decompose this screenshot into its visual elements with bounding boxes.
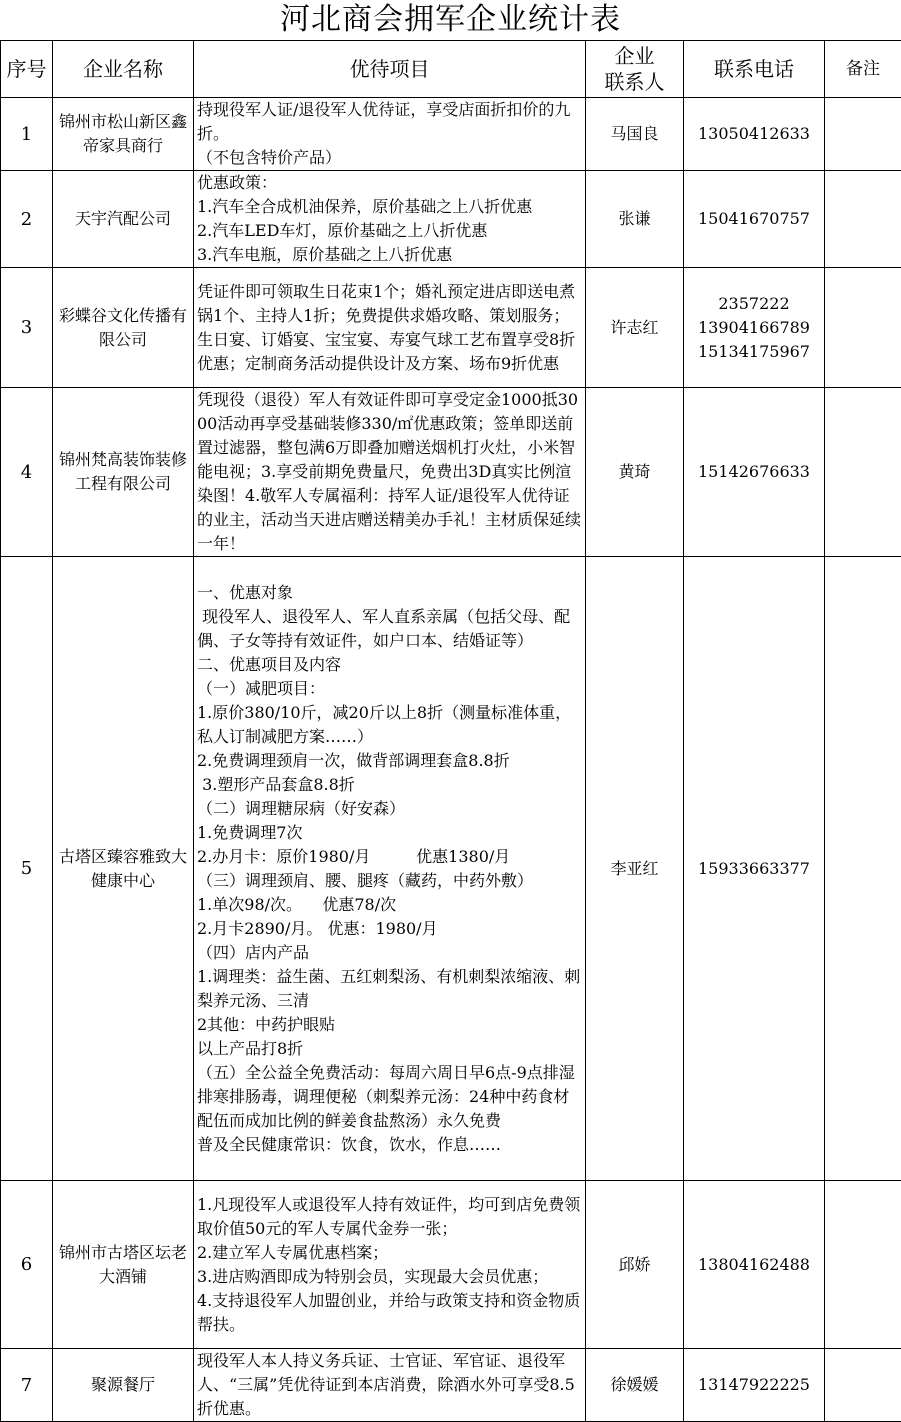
header-no: 序号 — [1, 41, 53, 98]
row-remark — [825, 98, 901, 171]
row-remark — [825, 268, 901, 388]
row-phone — [684, 1181, 825, 1349]
phone-number: 15142676633 — [684, 460, 824, 484]
table-row — [1, 557, 901, 1181]
row-no: 6 — [1, 1181, 53, 1349]
header-row — [1, 41, 901, 98]
phone-number: 15041670757 — [684, 207, 824, 231]
row-phone — [684, 557, 825, 1181]
phone-number: 13804162488 — [684, 1253, 824, 1277]
row-remark — [825, 171, 901, 268]
row-company: 古塔区臻容雅致大健康中心 — [53, 557, 194, 1181]
header-company: 企业名称 — [53, 41, 194, 98]
row-contact: 张谦 — [586, 171, 684, 268]
table-row — [1, 268, 901, 388]
row-company: 天宇汽配公司 — [53, 171, 194, 268]
row-perks: 凭证件即可领取生日花束1个；婚礼预定进店即送电煮锅1个、主持人1折；免费提供求婚攻略、策划服务；生日宴、订婚宴、宝宝宴、寿宴气球工艺布置享受8折优惠；定制商务活动提供设计及方案、场布9折优惠 — [194, 268, 586, 388]
row-no: 2 — [1, 171, 53, 268]
phone-number: 13147922225 — [684, 1373, 824, 1397]
row-phone — [684, 388, 825, 557]
row-perks: 持现役军人证/退役军人优待证，享受店面折扣价的九折。 （不包含特价产品） — [194, 98, 586, 171]
row-perks: 现役军人本人持义务兵证、士官证、军官证、退役军人、“三属”凭优待证到本店消费，除酒水外可享受8.5折优惠。 — [194, 1349, 586, 1422]
table-row — [1, 98, 901, 171]
row-contact: 邱娇 — [586, 1181, 684, 1349]
row-phone — [684, 171, 825, 268]
row-perks: 凭现役（退役）军人有效证件即可享受定金1000抵3000活动再享受基础装修330/㎡优惠政策；签单即送前置过滤器，整包满6万即叠加赠送烟机打火灶，小米智能电视；3.享受前期免费量尺，免费出3D真实比例渲染图！4.敬军人专属福利：持军人证/退役军人优待证的业主，活动当天进店赠送精美办手礼！主材质保延续一年！ — [194, 388, 586, 557]
phone-number: 15933663377 — [684, 857, 824, 881]
row-phone — [684, 268, 825, 388]
table-row — [1, 1181, 901, 1349]
row-perks: 一、优惠对象 现役军人、退役军人、军人直系亲属（包括父母、配偶、子女等持有效证件，如户口本、结婚证等） 二、优惠项目及内容 （一）减肥项目： 1.原价380/10斤，减20斤以上8折（测量标准体重，私人订制减肥方案……） 2.免费调理颈肩一次，做背部调理套盒8.8折 3.塑形产品套盒8.8折 （二）调理糖尿病（好安森） 1.免费调理7次 2.办月卡：原价1980/月 优惠1380/月 （三）调理颈肩、腰、腿疼（藏药，中药外敷） 1.单次98/次。 优惠78/次 2.月卡2890/月。 优惠：1980/月 （四）店内产品 1.调理类：益生菌、五红刺梨汤、有机刺梨浓缩液、刺梨养元汤、三清 2其他：中药护眼贴 以上产品打8折 （五）全公益全免费活动：每周六周日早6点-9点排湿排寒排肠毒，调理便秘（刺梨养元汤：24种中药食材配伍而成加比例的鲜姜食盐熬汤）永久免费 普及全民健康常识：饮食，饮水，作息…… — [194, 557, 586, 1181]
row-remark — [825, 388, 901, 557]
table-row — [1, 388, 901, 557]
table-row — [1, 171, 901, 268]
phone-number: 15134175967 — [684, 340, 824, 364]
row-company: 彩蝶谷文化传播有限公司 — [53, 268, 194, 388]
row-company: 锦州梵高装饰装修工程有限公司 — [53, 388, 194, 557]
row-no: 5 — [1, 557, 53, 1181]
phone-number: 13904166789 — [684, 316, 824, 340]
header-perks: 优待项目 — [194, 41, 586, 98]
phone-number: 2357222 — [684, 292, 824, 316]
row-no: 3 — [1, 268, 53, 388]
row-company: 锦州市古塔区坛老大酒铺 — [53, 1181, 194, 1349]
row-no: 1 — [1, 98, 53, 171]
row-no: 7 — [1, 1349, 53, 1422]
header-remark: 备注 — [825, 41, 901, 98]
header-contact: 企业 联系人 — [586, 41, 684, 98]
table-row — [1, 1349, 901, 1422]
row-remark — [825, 1349, 901, 1422]
row-remark — [825, 1181, 901, 1349]
row-remark — [825, 557, 901, 1181]
row-company: 聚源餐厅 — [53, 1349, 194, 1422]
row-contact: 徐媛媛 — [586, 1349, 684, 1422]
row-perks: 优惠政策： 1.汽车全合成机油保养，原价基础之上八折优惠 2.汽车LED车灯，原价基础之上八折优惠 3.汽车电瓶，原价基础之上八折优惠 — [194, 171, 586, 268]
row-contact: 黄琦 — [586, 388, 684, 557]
row-perks: 1.凡现役军人或退役军人持有效证件，均可到店免费领取价值50元的军人专属代金券一张； 2.建立军人专属优惠档案； 3.进店购酒即成为特别会员，实现最大会员优惠； 4.支持退役军人加盟创业，并给与政策支持和资金物质帮扶。 — [194, 1181, 586, 1349]
row-phone — [684, 98, 825, 171]
row-contact: 马国良 — [586, 98, 684, 171]
page-title: 河北商会拥军企业统计表 — [0, 0, 901, 40]
row-company: 锦州市松山新区鑫帝家具商行 — [53, 98, 194, 171]
row-contact: 李亚红 — [586, 557, 684, 1181]
header-phone: 联系电话 — [684, 41, 825, 98]
row-contact: 许志红 — [586, 268, 684, 388]
row-no: 4 — [1, 388, 53, 557]
row-phone — [684, 1349, 825, 1422]
enterprise-table — [0, 40, 901, 1422]
phone-number: 13050412633 — [684, 122, 824, 146]
